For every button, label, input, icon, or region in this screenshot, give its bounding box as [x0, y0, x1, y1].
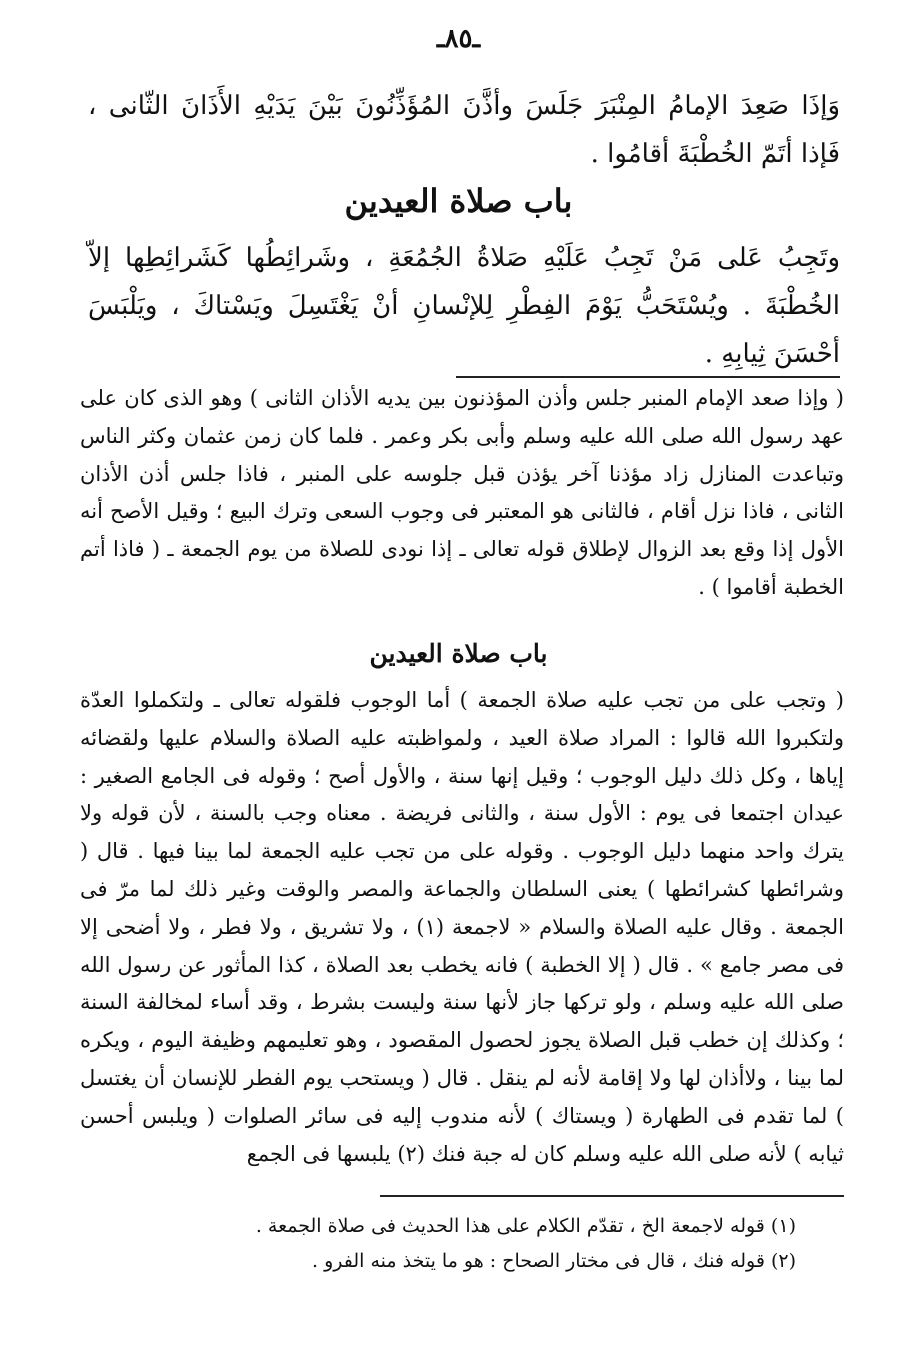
chapter-heading-commentary: باب صلاة العيدين [369, 639, 548, 668]
footnote-1: (١) قوله لاجمعة الخ ، تقدّم الكلام على هذا الحديث فى صلاة الجمعة . [255, 1215, 796, 1237]
footnote-2: (٢) قوله فنك ، قال فى مختار الصحاح : هو ما يتخذ منه الفرو . [312, 1250, 796, 1272]
commentary-jumuah: ( وإذا صعد الإمام المنبر جلس وأذن المؤذنون بين يديه الأذان الثانى ) وهو الذى كان على عهد رسول الله صلى الله عليه وسلم وأبى بكر وعمر . فلما كان زمن عثمان وكثر الناس وتباعدت المنازل زاد مؤذنا آخر يؤذن قبل جلوسه على المنبر ، فاذا جلس أذن الأذان الثانى ، فاذا نزل أقام ، فالثانى هو المعتبر فى وجوب السعى وترك البيع ؛ وقيل الأصح أنه الأول إذا وقع بعد الزوال لإطلاق قوله تعالى ـ إذا نودى للصلاة من يوم الجمعة ـ ( فاذا أتم الخطبة أقاموا ) . [80, 386, 844, 599]
matn-text-eid: وتَجِبُ عَلى مَنْ تَجِبُ عَلَيْهِ صَلاةُ الجُمُعَةِ ، وشَرائِطُها كَشَرائِطِها إلاّ الخُطْبَةَ . ويُسْتَحَبُّ يَوْمَ الفِطْرِ لِلإنْسانِ أنْ يَغْتَسِلَ ويَسْتاكَ ، ويَلْبَسَ أحْسَنَ ثِيابِهِ . [88, 243, 840, 369]
separator-rule [456, 376, 840, 378]
commentary-eid: ( وتجب على من تجب عليه صلاة الجمعة ) أما الوجوب فلقوله تعالى ـ ولتكملوا العدّة ولتكبروا الله قالوا : المراد صلاة العيد ، ولمواظبته عليه الصلاة والسلام عليها ولقضائه إياها ، وكل ذلك دليل الوجوب ؛ وقيل إنها سنة ، والأول أصح ؛ وقوله فى الجامع الصغير : عيدان اجتمعا فى يوم : الأول سنة ، والثانى فريضة . معناه وجب بالسنة ، لأن قوله ولا يترك واحد منهما دليل الوجوب . وقوله على من تجب عليه الجمعة لما بينا فيها . قال ( وشرائطها كشرائطها ) يعنى السلطان والجماعة والمصر والوقت وغير ذلك لما مرّ فى الجمعة . وقال عليه الصلاة والسلام « لاجمعة (١) ، ولا تشريق ، ولا فطر ، ولا أضحى إلا فى مصر جامع » . قال ( إلا الخطبة ) فانه يخطب بعد الصلاة ، كذا المأثور عن رسول الله صلى الله عليه وسلم ، ولو تركها جاز لأنها سنة وليست بشرط ، وقد أساء لمخالفة السنة ؛ وكذلك إن خطب قبل الصلاة يجوز لحصول المقصود ، وهو تعليمهم وظيفة اليوم ، ويكره لما بينا ، ولاأذان لها ولا إقامة لأنه لم ينقل . قال ( ويستحب يوم الفطر للإنسان أن يغتسل ) لما تقدم فى الطهارة ( ويستاك ) لأنه مندوب إليه فى سائر الصلوات ( ويلبس أحسن ثيابه ) لأنه صلى الله عليه وسلم كان له جبة فنك (٢) يلبسها فى الجمع [80, 688, 844, 1166]
chapter-heading-matn: باب صلاة العيدين [344, 182, 573, 220]
footnote-separator [380, 1195, 844, 1197]
matn-text-jumuah-end: وَإذَا صَعِدَ الإمامُ المِنْبَرَ جَلَسَ وأذَّنَ المُؤَذِّنُونَ بَيْنَ يَدَيْهِ الأَذَانَ الثّانى ، فَإذا أتَمّ الخُطْبَةَ أقامُوا . [88, 91, 840, 169]
page-number: ـ٨٥ـ [436, 24, 481, 54]
